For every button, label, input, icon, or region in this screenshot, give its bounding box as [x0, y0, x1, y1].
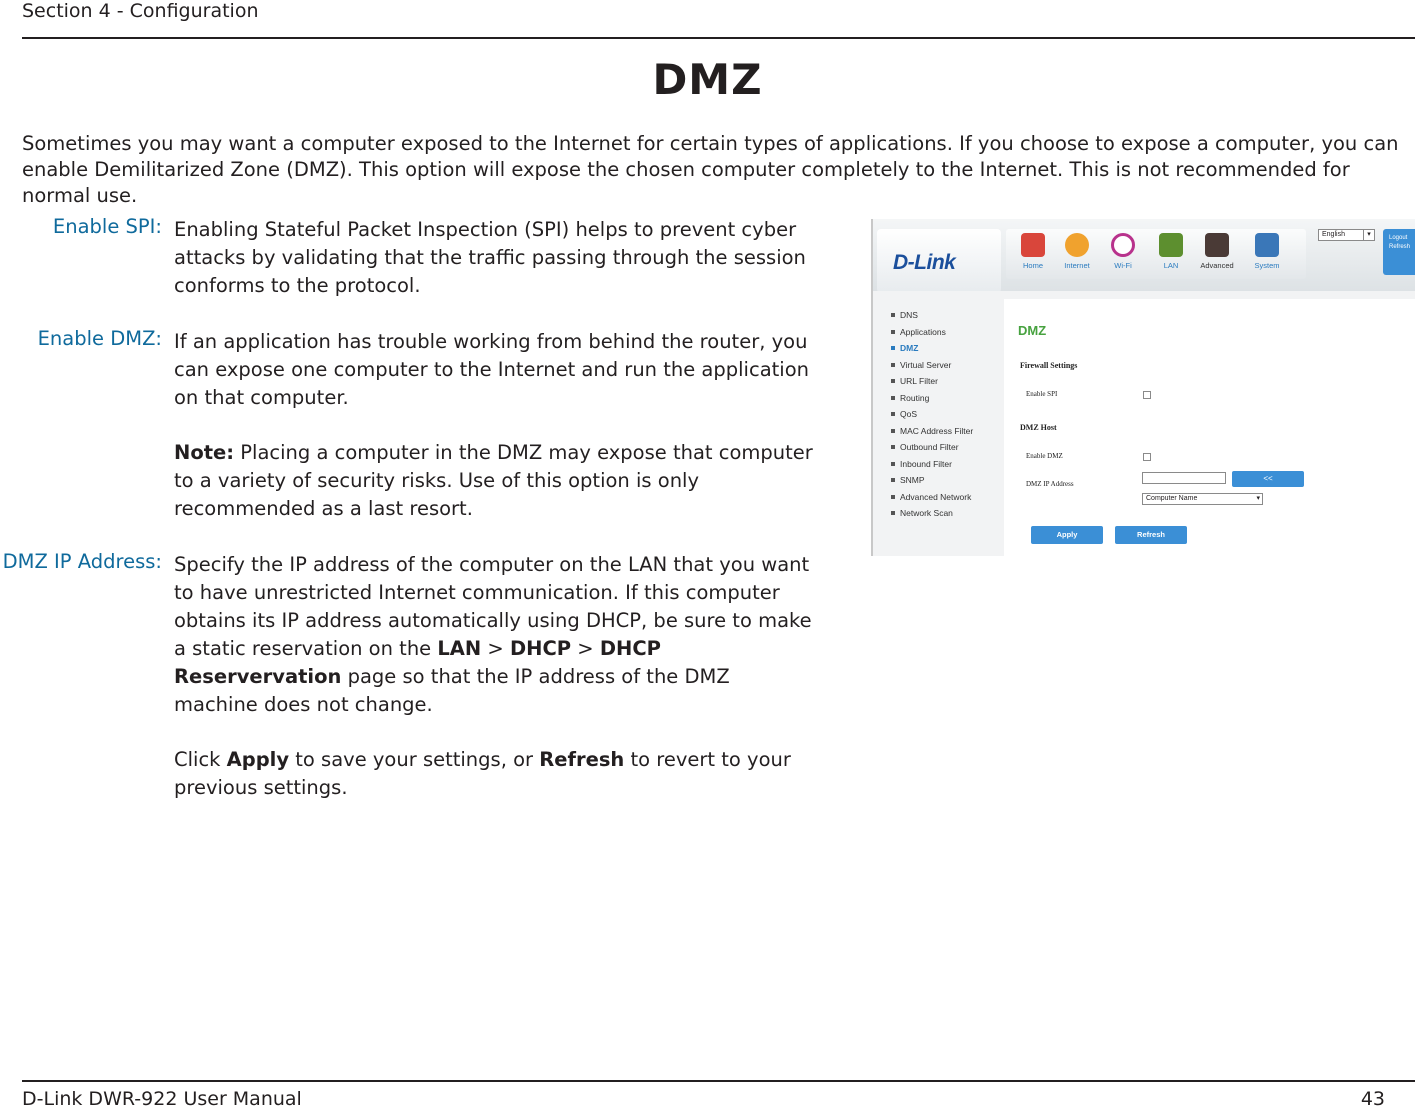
menu-item-routing[interactable]: Routing	[891, 390, 973, 407]
term-enable-dmz: Enable DMZ:	[37, 327, 162, 350]
menu-item-applications[interactable]: Applications	[891, 324, 973, 341]
enable-dmz-checkbox[interactable]	[1143, 453, 1151, 461]
language-select[interactable]	[1318, 229, 1375, 241]
desc-enable-dmz	[174, 328, 814, 523]
dmz-host-heading: DMZ Host	[1020, 423, 1057, 432]
nav-system[interactable]	[1246, 233, 1288, 277]
nav-wifi-label: Wi-Fi	[1114, 261, 1132, 270]
computer-name-select[interactable]	[1142, 493, 1263, 505]
nav-advanced-label: Advanced	[1200, 261, 1234, 270]
copy-computer-button[interactable]: <<	[1232, 471, 1304, 487]
menu-item-inbound-filter[interactable]: Inbound Filter	[891, 456, 973, 473]
path-sep-2: >	[571, 637, 600, 660]
menu-item-dns[interactable]: DNS	[891, 307, 973, 324]
desc-enable-spi	[174, 216, 814, 300]
tools-icon	[1205, 233, 1229, 257]
dmz-panel	[1004, 299, 1415, 556]
top-rule	[22, 37, 1415, 39]
top-nav	[1006, 229, 1306, 279]
enable-spi-checkbox[interactable]	[1143, 391, 1151, 399]
nav-lan-label: LAN	[1163, 261, 1179, 270]
click-text-3: to revert to your previous settings.	[174, 748, 791, 799]
note-text: Placing a computer in the DMZ may expose that computer to a variety of security risks. Use of this option is only recommended as a last resort.	[174, 441, 813, 520]
monitor-icon	[1255, 233, 1279, 257]
chevron-down-icon: ▾	[1256, 495, 1260, 502]
apply-button[interactable]: Apply	[1031, 526, 1103, 544]
page-number: 43	[1360, 1088, 1385, 1110]
language-value: English	[1322, 231, 1345, 238]
lan-icon	[1159, 233, 1183, 257]
path-dhcp: DHCP	[509, 637, 572, 660]
apply-term: Apply	[226, 748, 290, 771]
computer-name-value: Computer Name	[1146, 495, 1198, 502]
dmz-ip-input[interactable]	[1142, 472, 1226, 484]
path-lan: LAN	[437, 637, 482, 660]
ip-desc-end: page so that the IP address of the DMZ machine does not change.	[174, 665, 730, 716]
term-enable-spi: Enable SPI:	[52, 215, 162, 238]
nav-wifi[interactable]	[1102, 233, 1144, 277]
page-title: DMZ	[652, 55, 763, 104]
menu-item-outbound-filter[interactable]: Outbound Filter	[891, 439, 973, 456]
firewall-settings-heading: Firewall Settings	[1020, 361, 1078, 370]
advanced-menu	[891, 307, 973, 522]
side-buttons	[1383, 229, 1415, 275]
bottom-rule	[22, 1080, 1415, 1082]
click-text-1: Click	[174, 748, 227, 771]
desc-dmz-ip	[174, 551, 814, 802]
logout-button[interactable]: Logout	[1389, 235, 1408, 241]
enable-dmz-label: Enable DMZ	[1026, 452, 1063, 460]
refresh-button[interactable]: Refresh	[1115, 526, 1187, 544]
term-dmz-ip: DMZ IP Address:	[2, 550, 162, 573]
refresh-top-button[interactable]: Refresh	[1389, 244, 1411, 250]
home-icon	[1021, 233, 1045, 257]
desc-enable-spi-text: Enabling Stateful Packet Inspection (SPI) helps to prevent cyber attacks by validating that the traffic passing through the session conforms to the protocol.	[174, 218, 806, 297]
desc-enable-dmz-text: If an application has trouble working from behind the router, you can expose one computer to the Internet and run the application on that computer.	[174, 330, 809, 409]
desc-dmz-ip-text	[174, 551, 814, 719]
intro-paragraph: Sometimes you may want a computer exposed to the Internet for certain types of applications. If you choose to expose a computer, you can enable Demilitarized Zone (DMZ). This option will expose the chosen computer completely to the Internet. This is not recommended for normal use.	[22, 132, 1399, 207]
click-text-2: to save your settings, or	[289, 748, 540, 771]
nav-home[interactable]	[1012, 233, 1054, 277]
refresh-term: Refresh	[539, 748, 625, 771]
router-screenshot	[871, 219, 1415, 556]
chevron-down-icon: ▾	[1363, 230, 1374, 240]
nav-internet-label: Internet	[1064, 261, 1090, 270]
note-paragraph	[174, 439, 814, 523]
apply-refresh-paragraph	[174, 746, 814, 802]
path-dhcp-reservation: DHCP Reservervation	[174, 637, 661, 688]
ip-desc-start: Specify the IP address of the computer on the LAN that you want to have unrestricted Internet communication. If this computer obtains its IP address automatically using DHCP, be sure to make a static reservation on the	[174, 553, 812, 660]
path-sep-1: >	[481, 637, 510, 660]
menu-item-qos[interactable]: QoS	[891, 406, 973, 423]
dmz-ip-label: DMZ IP Address	[1026, 480, 1074, 488]
nav-advanced[interactable]	[1196, 233, 1238, 277]
menu-item-advanced-network[interactable]: Advanced Network	[891, 489, 973, 506]
wifi-icon	[1111, 233, 1135, 257]
nav-lan[interactable]	[1150, 233, 1192, 277]
nav-system-label: System	[1254, 261, 1280, 270]
menu-item-network-scan[interactable]: Network Scan	[891, 505, 973, 522]
footer-manual: D-Link DWR-922 User Manual	[22, 1088, 302, 1110]
menu-item-mac-filter[interactable]: MAC Address Filter	[891, 423, 973, 440]
panel-title: DMZ	[1018, 323, 1047, 338]
menu-item-dmz[interactable]: DMZ	[891, 340, 973, 357]
note-label: Note:	[174, 441, 235, 464]
section-header: Section 4 - Configuration	[22, 0, 259, 22]
nav-internet[interactable]	[1056, 233, 1098, 277]
globe-icon	[1065, 233, 1089, 257]
nav-home-label: Home	[1022, 261, 1043, 270]
menu-item-url-filter[interactable]: URL Filter	[891, 373, 973, 390]
enable-spi-label: Enable SPI	[1026, 390, 1058, 398]
dlink-logo: D-Link	[893, 251, 956, 274]
logo-box	[877, 229, 1001, 293]
menu-item-virtual-server[interactable]: Virtual Server	[891, 357, 973, 374]
menu-item-snmp[interactable]: SNMP	[891, 472, 973, 489]
